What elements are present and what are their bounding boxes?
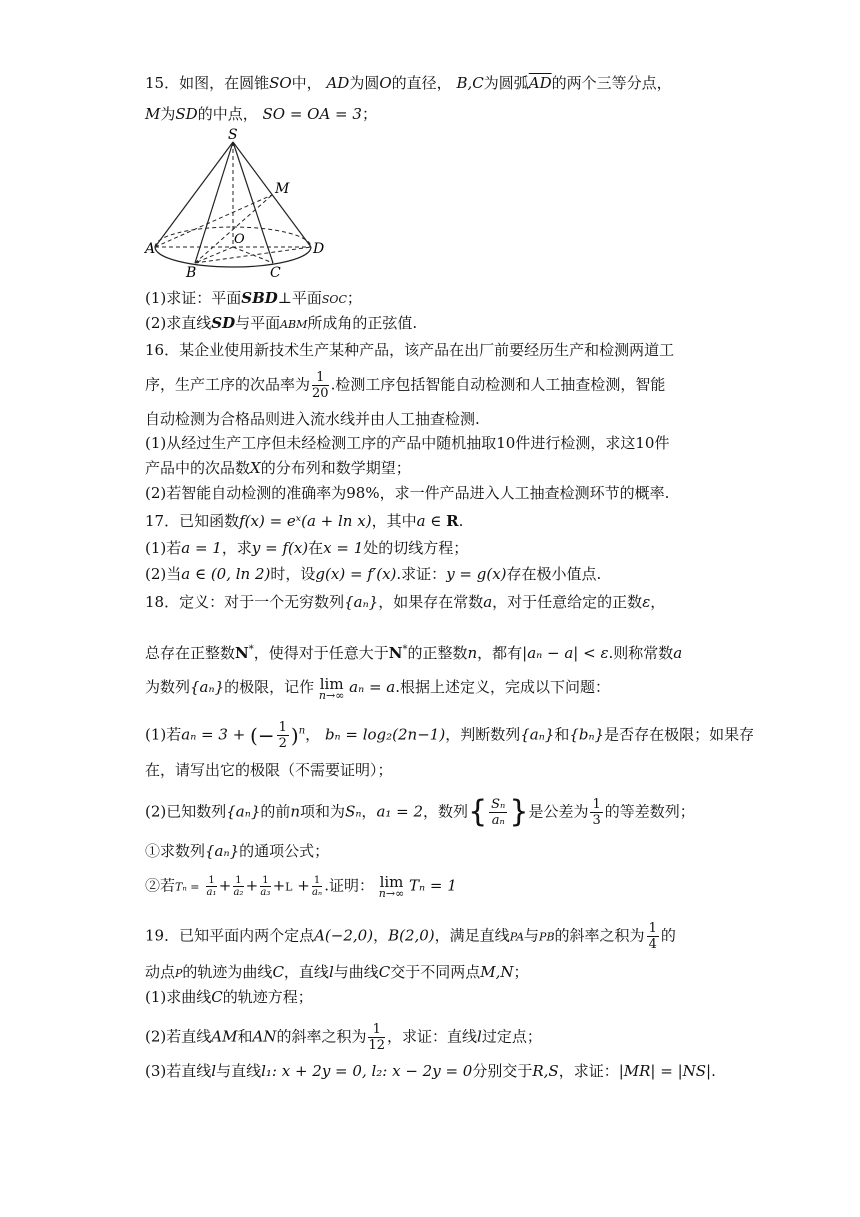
q18-part-1b: 在，请写出它的极限（不需要证明）；: [145, 761, 393, 779]
q18-sub-2: ②若Tₙ = $\frac{1}{\text{a₁}}$ + $\frac{1}{\text{a₂}}$ + $\frac{1}{\text{a₃}}$ +L + $\frac{1}{\text{aₙ}}$ .证明： lim n→∞ Tₙ = 1: [145, 873, 457, 900]
q18-line-2: 总存在正整数N*，使得对于任意大于N*的正整数n，都有|aₙ − a| < ε.则称常数a: [145, 644, 683, 662]
q16-line-1: 16．某企业使用新技术生产某种产品，该产品在出厂前要经历生产和检测两道工: [145, 341, 675, 359]
q18-line-3: 为数列{aₙ}的极限，记作 lim n→∞ aₙ = a.根据上述定义，完成以下问题：: [145, 675, 611, 702]
cone-figure: [143, 125, 328, 280]
label-o: O: [234, 232, 245, 247]
q19-line-2: 动点P的轨迹为曲线C，直线l与曲线C交于不同两点M,N；: [145, 963, 529, 981]
q19-part-3: (3)若直线l与直线l₁: x + 2y = 0, l₂: x − 2y = 0分别交于R,S，求证：|MR| = |NS|.: [145, 1062, 716, 1080]
q19-part-1: (1)求曲线C的轨迹方程；: [145, 988, 313, 1006]
arc-ad: $\overline{AD}$: [528, 74, 552, 92]
q17-part-1: (1)若a = 1，求y = f(x)在x = 1处的切线方程；: [145, 539, 469, 557]
q18-part-2: (2)已知数列{aₙ}的前n项和为Sₙ，a₁ = 2，数列{ $\frac{\text{Sₙ}}{\text{aₙ}}$ }是公差为 $\frac{1}{3}$ 的等差数列；: [145, 794, 695, 830]
label-s: S: [228, 127, 238, 143]
q18-line-1: 18．定义：对于一个无穷数列{aₙ}，如果存在常数a，对于任意给定的正数ε，: [145, 593, 666, 611]
label-a: A: [145, 241, 156, 257]
q16-line-3: 自动检测为合格品则进入流水线并由人工抽查检测.: [145, 410, 480, 428]
label-d: D: [313, 241, 325, 257]
q15-line-2: M为SD的中点， SO = OA = 3；: [145, 105, 377, 123]
label-m: M: [275, 181, 290, 197]
q19-part-2: (2)若直线AM和AN的斜率之积为 $\frac{1}{12}$ ，求证：直线l过定点；: [145, 1022, 542, 1053]
q17-part-2: (2)当a ∈ (0, ln 2)时，设g(x) = f′(x).求证：y = g(x)存在极小值点.: [145, 565, 602, 583]
label-c: C: [270, 265, 281, 280]
q16-line-2: 序，生产工序的次品率为 $\frac{1}{20}$ .检测工序包括智能自动检测和人工抽查检测，智能: [145, 370, 666, 401]
q15-line-1: 15．如图，在圆锥SO中， AD为圆O的直径， B,C为圆弧$\overline{AD}$的两个三等分点，: [145, 74, 672, 92]
fraction-1-20: $\frac{1}{20}$: [312, 370, 329, 401]
label-b: B: [186, 265, 197, 280]
q16-part-2: (2)若智能自动检测的准确率为98%，求一件产品进入人工抽查检测环节的概率.: [145, 484, 670, 502]
q17-line-1: 17．已知函数f(x) = eˣ(a + ln x)，其中a ∈ R.: [145, 512, 464, 530]
q16-part-1a: (1)从经过生产工序但未经检测工序的产品中随机抽取10件进行检测，求这10件: [145, 434, 670, 452]
q18-sub-1: ①求数列{aₙ}的通项公式；: [145, 842, 330, 860]
q18-part-1a: (1)若aₙ = 3 + (− $\frac{1}{2}$ )$^n$， bₙ = log₂(2n−1)，判断数列{aₙ}和{bₙ}是否存在极限；如果存: [145, 720, 755, 751]
q15-part-2: (2)求直线SD与平面ABM所成角的正弦值.: [145, 314, 418, 332]
q19-line-1: 19．已知平面内两个定点A(−2,0)，B(2,0)，满足直线PA与PB的斜率之积为 $\frac{1}{4}$ 的: [145, 921, 676, 952]
q15-part-1: (1)求证：平面SBD⊥平面SOC；: [145, 289, 362, 307]
q16-part-1b: 产品中的次品数X的分布列和数学期望；: [145, 459, 411, 477]
